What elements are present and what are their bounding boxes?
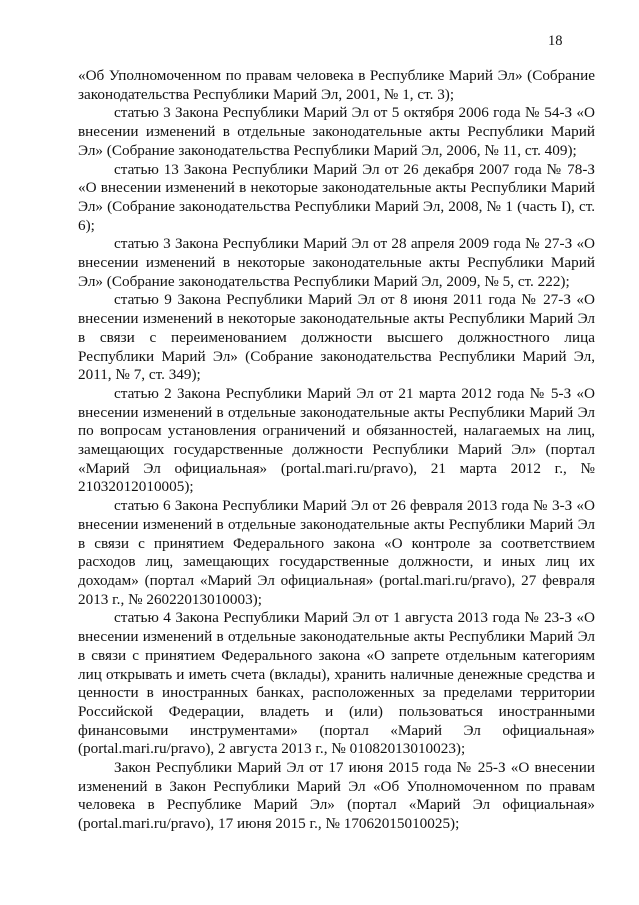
paragraph: статью 3 Закона Республики Марий Эл от 28 апреля 2009 года № 27-З «О внесении изменений в некоторые законодательные акты Республики Марий Эл» (Собрание законодательства Республики Марий Эл, 2009, № 5, ст. 222);: [78, 235, 595, 290]
paragraph: Закон Республики Марий Эл от 17 июня 2015 года № 25-З «О внесении изменений в Закон Республики Марий Эл «Об Уполномоченном по правам человека в Республике Марий Эл» (портал «Марий Эл официальная» (portal.mari.ru/pravo), 17 июня 2015 г., № 17062015010025);: [78, 759, 595, 833]
paragraph: статью 6 Закона Республики Марий Эл от 26 февраля 2013 года № 3-З «О внесении изменений в отдельные законодательные акты Республики Марий Эл в связи с принятием Федерального закона «О контроле за соответствием расходов лиц, замещающих государственные должности, и иных лиц их доходам» (портал «Марий Эл официальная» (portal.mari.ru/pravo), 27 февраля 2013 г., № 26022013010003);: [78, 497, 595, 608]
document-body: [78, 67, 595, 834]
paragraph: статью 9 Закона Республики Марий Эл от 8 июня 2011 года № 27-З «О внесении изменений в некоторые законодательные акты Республики Марий Эл в связи с переименованием должности высшего должностного лица Республики Марий Эл» (Собрание законодательства Республики Марий Эл, 2011, № 7, ст. 349);: [78, 291, 595, 384]
paragraph: «Об Уполномоченном по правам человека в Республике Марий Эл» (Собрание законодательства Республики Марий Эл, 2001, № 1, ст. 3);: [78, 67, 595, 103]
paragraph: статью 2 Закона Республики Марий Эл от 21 марта 2012 года № 5-З «О внесении изменений в отдельные законодательные акты Республики Марий Эл по вопросам установления ограничений и обязанностей, налагаемых на лиц, замещающих государственные должности Республики Марий Эл» (портал «Марий Эл официальная» (portal.mari.ru/pravo), 21 марта 2012 г., № 21032012010005);: [78, 384, 595, 496]
paragraph: статью 4 Закона Республики Марий Эл от 1 августа 2013 года № 23-З «О внесении изменений в отдельные законодательные акты Республики Марий Эл в связи с принятием Федерального закона «О запрете отдельным категориям лиц открывать и иметь счета (вклады), хранить наличные денежные средства и ценности в иностранных банках, расположенных за пределами территории Российской Федерации, владеть и (или) пользоваться иностранными финансовыми инструментами» (портал «Марий Эл официальная» (portal.mari.ru/pravo), 2 августа 2013 г., № 01082013010023);: [78, 609, 595, 758]
paragraph: статью 13 Закона Республики Марий Эл от 26 декабря 2007 года № 78-З «О внесении изменений в некоторые законодательные акты Республики Марий Эл» (Собрание законодательства Республики Марий Эл, 2008, № 1 (часть I), ст. 6);: [78, 160, 595, 234]
paragraph: статью 3 Закона Республики Марий Эл от 5 октября 2006 года № 54-З «О внесении изменений в отдельные законодательные акты Республики Марий Эл» (Собрание законодательства Республики Марий Эл, 2006, № 11, ст. 409);: [78, 104, 595, 159]
page-number: 18: [548, 33, 563, 49]
